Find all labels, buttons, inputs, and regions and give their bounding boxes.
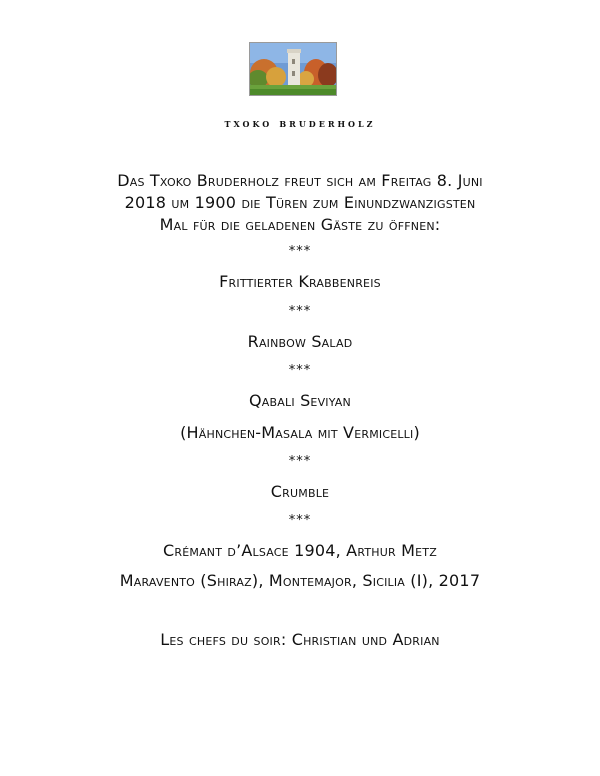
course-3-description: (Hähnchen-Masala mit Vermicelli)	[180, 423, 420, 442]
separator: ***	[288, 304, 312, 319]
tower-logo-image	[249, 42, 337, 96]
wine-2: Maravento (Shiraz), Montemajor, Sicilia (I), 2017	[119, 571, 481, 590]
course-3: Qabali Seviyan	[249, 391, 351, 410]
separator: ***	[288, 363, 312, 378]
course-2: Rainbow Salad	[247, 332, 353, 351]
restaurant-title: txoko bruderholz	[224, 116, 376, 130]
intro-line-2: 2018 um 1900 die Türen zum Einundzwanzigsten	[124, 193, 476, 212]
separator: ***	[288, 454, 312, 469]
chefs-credit: Les chefs du soir: Christian und Adrian	[160, 630, 440, 649]
intro-line-1: Das Txoko Bruderholz freut sich am Freitag 8. Juni	[117, 171, 483, 190]
wine-1: Crémant d’Alsace 1904, Arthur Metz	[163, 541, 437, 560]
intro-line-3: Mal für die geladenen Gäste zu öffnen:	[159, 215, 441, 234]
separator: ***	[288, 244, 312, 259]
separator: ***	[288, 513, 312, 528]
course-4: Crumble	[270, 482, 330, 501]
invitation-text	[0, 170, 600, 236]
course-1: Frittierter Krabbenreis	[219, 272, 381, 291]
